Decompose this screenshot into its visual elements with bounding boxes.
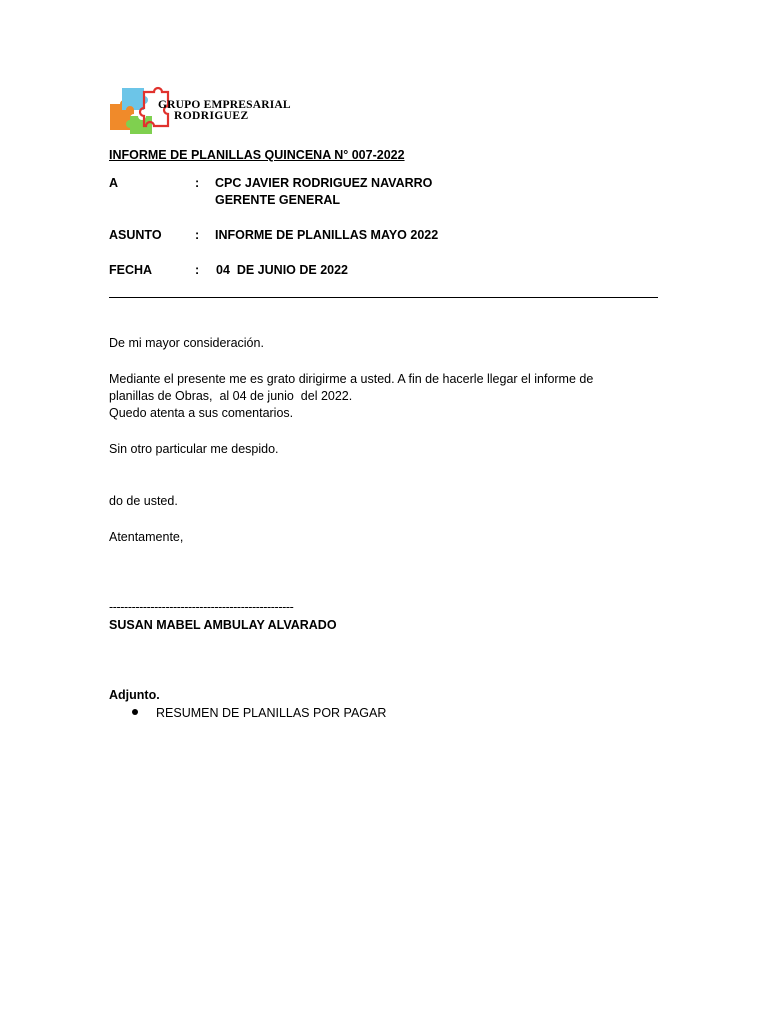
body-paragraph-line1: Mediante el presente me es grato dirigirme a usted. A fin de hacerle llegar el informe de xyxy=(109,372,594,386)
to-label: A xyxy=(109,176,119,190)
to-separator: : xyxy=(195,176,200,190)
bullet-icon xyxy=(132,709,138,715)
report-heading: INFORME DE PLANILLAS QUINCENA N° 007-2022 xyxy=(109,148,405,162)
closing-fragment: do de usted. xyxy=(109,494,178,508)
body-paragraph-line3: Quedo atenta a sus comentarios. xyxy=(109,406,294,420)
greeting: De mi mayor consideración. xyxy=(109,336,264,350)
to-recipient-title: GERENTE GENERAL xyxy=(215,193,341,207)
header-divider xyxy=(109,297,658,298)
attachment-item: RESUMEN DE PLANILLAS POR PAGAR xyxy=(156,706,387,720)
body-paragraph-line2: planillas de Obras, al 04 de junio del 2022. xyxy=(109,389,353,403)
subject-separator: : xyxy=(195,228,200,242)
sign-off: Atentamente, xyxy=(109,530,184,544)
logo-company-name-line2: RODRIGUEZ xyxy=(174,110,249,122)
farewell: Sin otro particular me despido. xyxy=(109,442,279,456)
date-label: FECHA xyxy=(109,263,153,277)
signer-name: SUSAN MABEL AMBULAY ALVARADO xyxy=(109,618,337,632)
attachments-label: Adjunto. xyxy=(109,688,160,702)
signature-line: ------------------------------------------------- xyxy=(109,600,294,614)
date-value: 04 DE JUNIO DE 2022 xyxy=(216,263,349,277)
logo-company-name-line1: GRUPO EMPRESARIAL xyxy=(158,99,291,111)
subject-value: INFORME DE PLANILLAS MAYO 2022 xyxy=(215,228,439,242)
subject-label: ASUNTO xyxy=(109,228,162,242)
company-logo xyxy=(108,84,308,136)
to-recipient-name: CPC JAVIER RODRIGUEZ NAVARRO xyxy=(215,176,433,190)
date-separator: : xyxy=(195,263,200,277)
